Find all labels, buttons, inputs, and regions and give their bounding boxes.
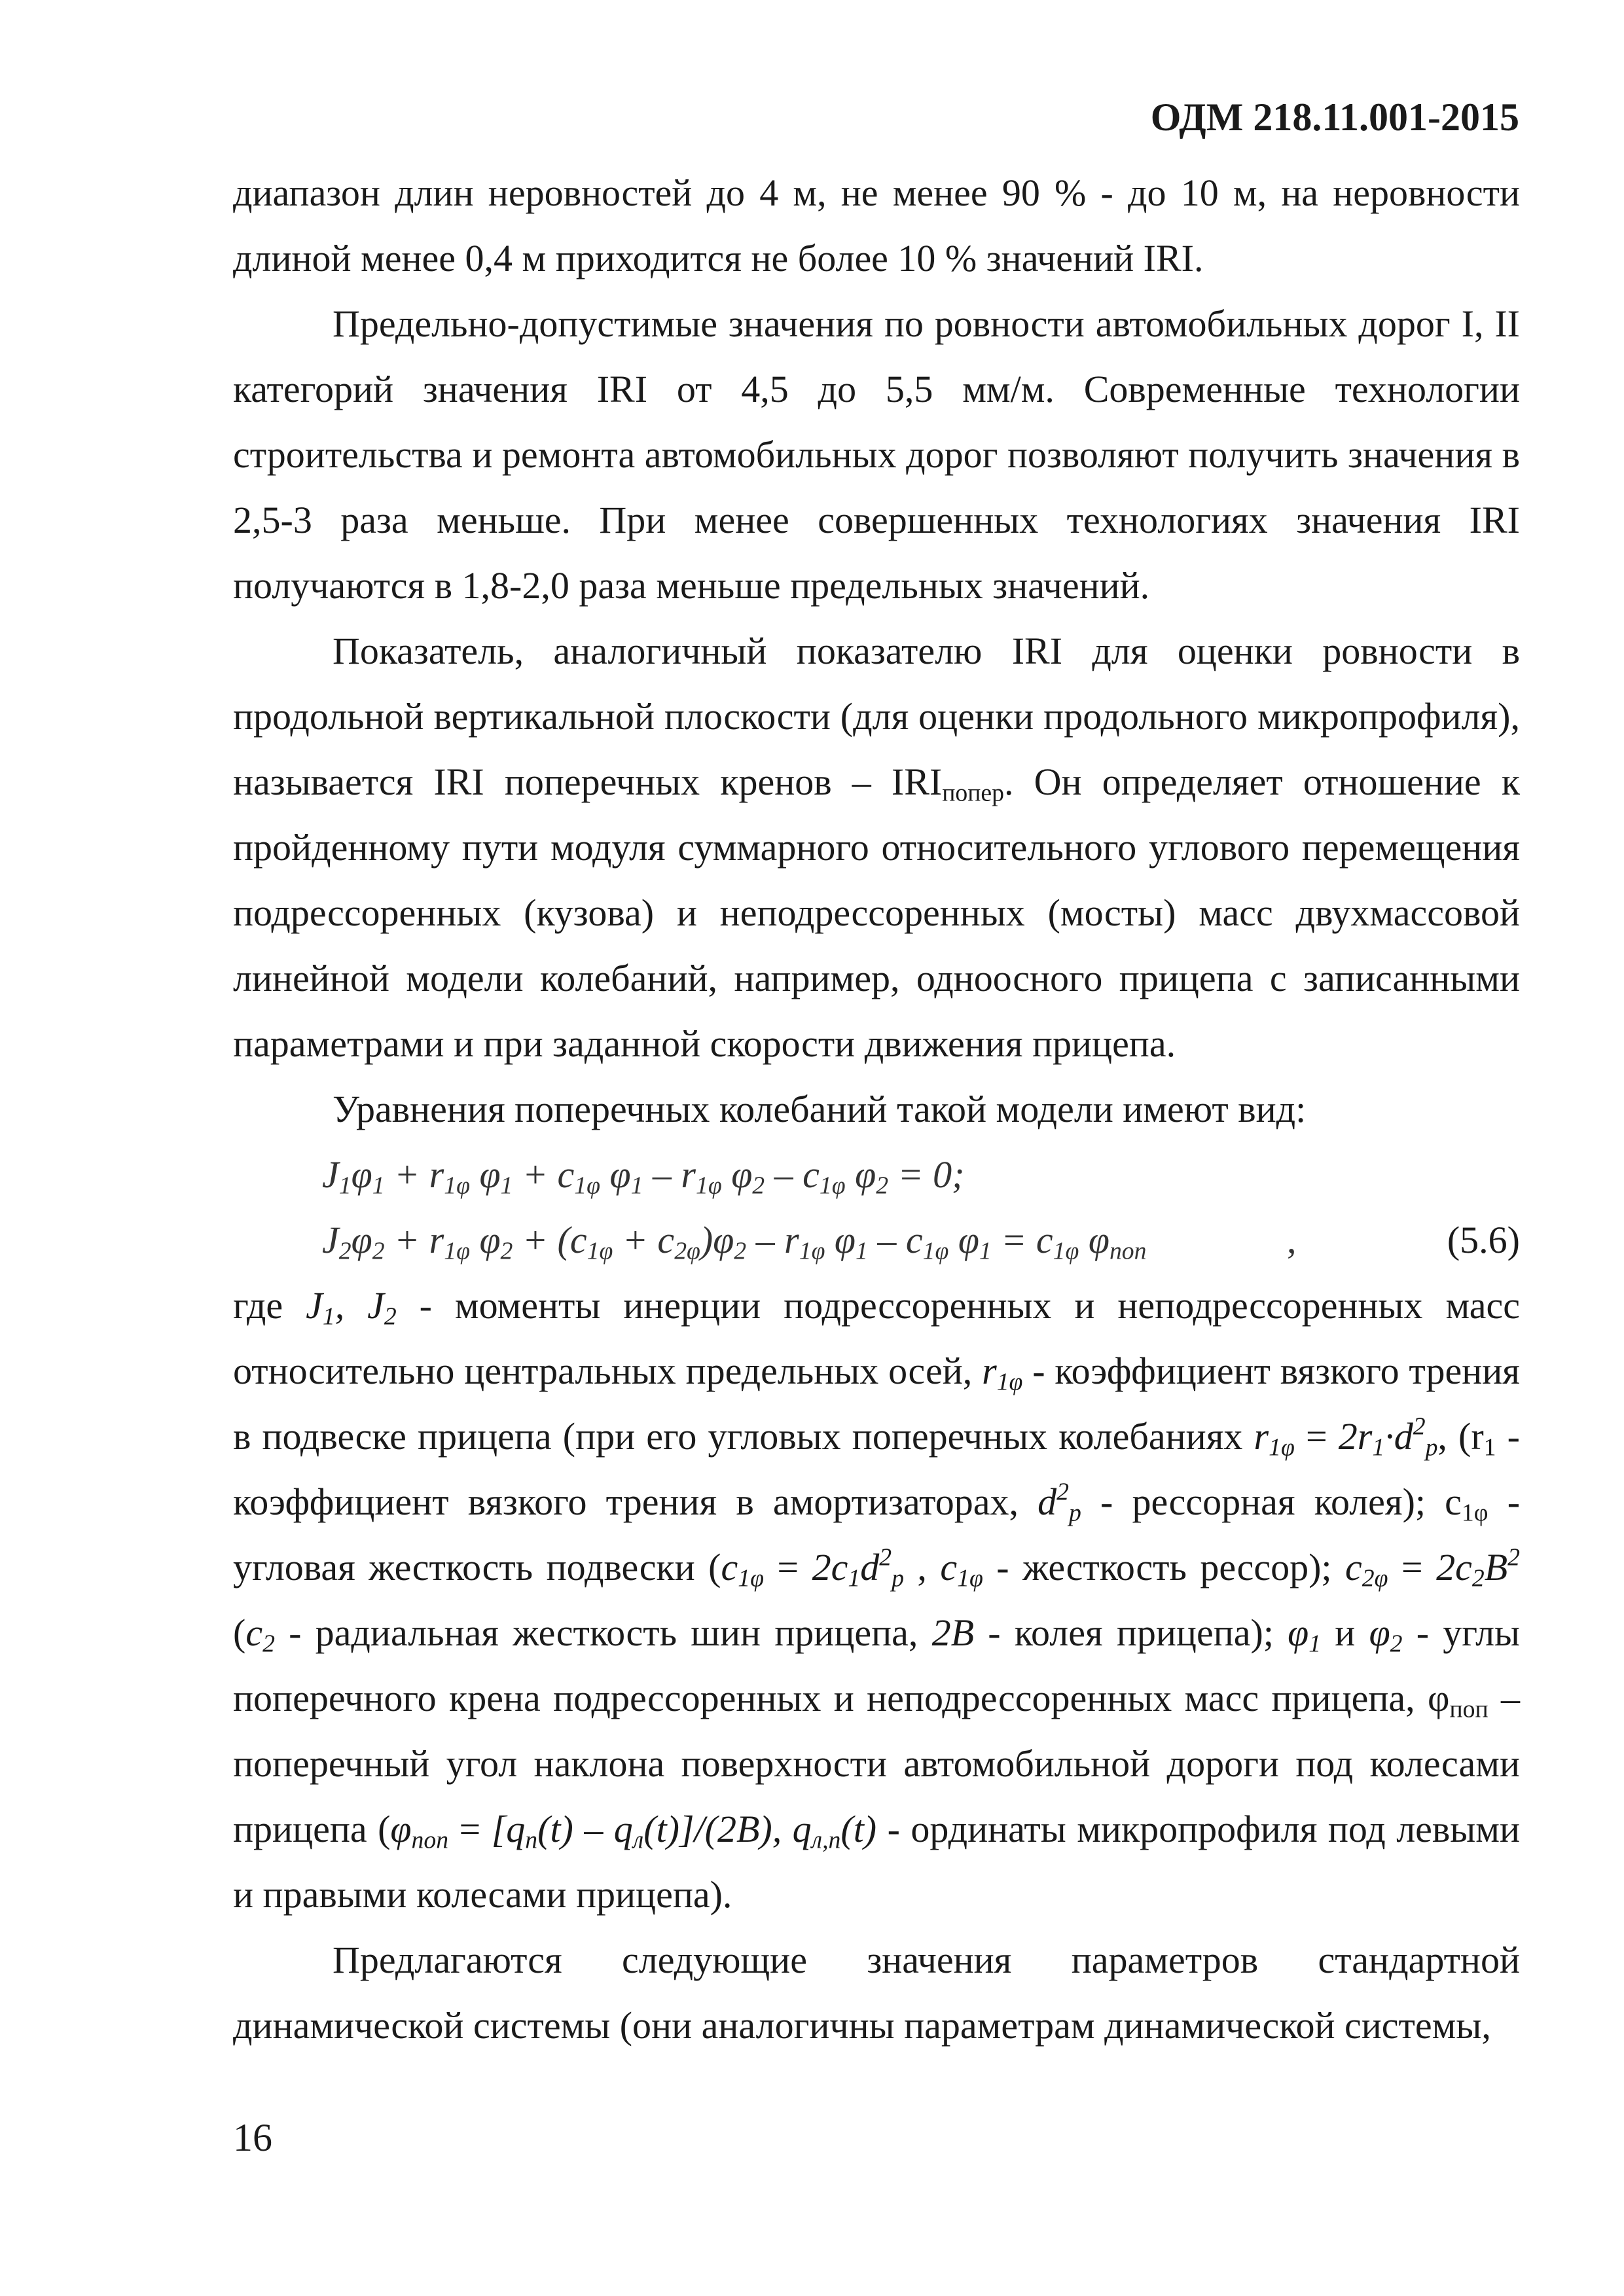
equation-number: (5.6) (1447, 1219, 1520, 1261)
iri-subscript: попер (942, 779, 1004, 807)
paragraph-1: диапазон длин неровностей до 4 м, не менее 90 % - до 10 м, на неровности длиной менее 0,4 м приходится не более 10 % значений IRI. (233, 171, 1520, 279)
page-number: 16 (233, 2116, 272, 2159)
paragraph-5: Предлагаются следующие значения параметров стандартной динамической системы (они аналогичны параметрам динамической системы, (233, 1939, 1520, 2047)
paragraph-3-text-b: . Он определяет отношение к пройденному пути модуля суммарного относительного углового перемещения подрессоренных (кузова) и неподрессоренных (мосты) масс двухмассовой линейной модели колебаний, например, одноосного прицепа с записанными параметрами и при заданной скорости движения прицепа. (233, 761, 1520, 1065)
paragraph-2: Предельно-допустимые значения по ровности автомобильных дорог I, II категорий значения IRI от 4,5 до 5,5 мм/м. Современные технологии строительства и ремонта автомобильных дорог позволяют получить значения в 2,5-3 раза меньше. При менее совершенных технологиях значения IRI получаются в 1,8-2,0 раза меньше предельных значений. (233, 302, 1520, 607)
paragraph-where: где $J_1$, $J_2$ - моменты инерции подрессоренных и неподрессоренных масс относительно центральных предельных осей, $r_{1\varphi}$ - коэффициент вязкого трения в подвеске прицепа (при его угловых поперечных колебаниях $r_{1\varphi} = 2r_1\cdot d^2_p$, ($r_1$ - коэффициент вязкого трения в амортизаторах, $d^2_p$ - рессорная колея); $c_{1\varphi}$ - угловая жесткость подвески ($c_{1\varphi} = 2c_1d^2_p$ , $c_{1\varphi}$ - жесткость рессор); $c_{2\varphi} = 2c_2B^2$ ($c_2$ - радиальная жесткость шин прицепа, 2B - колея прицепа); $\varphi_1$ и $\varphi_2$ - углы поперечного крена подрессоренных и неподрессоренных масс прицепа, $\varphi_{поп}$ – поперечный угол наклона поверхности автомобильной дороги под колесами прицепа ($\varphi_{поп} = [q_п(t) - q_л(t)]/(2B)$, $q_{л,п}(t)$ - ординаты микропрофиля под левыми и правыми колесами прицепа). (233, 1284, 1521, 1916)
equation-line-2: $J_2\varphi_2 + r_{1\varphi}$ $\varphi_2 + (c_{1\varphi} + c_{2\varphi})\varphi_2 - r_{1\varphi}$ $\varphi_1 - c_{1\varphi}$ $\varphi_1 = c_{1\varphi}$ $\varphi_{поп}$ , (5.6) (233, 1208, 1520, 1273)
paragraph-3 (233, 619, 1520, 1077)
equation-line-1: $J_1\varphi_1 + r_{1\varphi}$ $\varphi_1 + c_{1\varphi}$ $\varphi_1 - r_{1\varphi}$ $\varphi_2 - c_{1\varphi}$ $\varphi_2 = 0$; (322, 1153, 965, 1200)
document-code: ОДМ 218.11.001-2015 (1150, 96, 1519, 139)
paragraph-4: Уравнения поперечных колебаний такой модели имеют вид: (333, 1088, 1307, 1130)
page-body (233, 160, 1520, 2058)
paragraph-3-text-a: Показатель, аналогичный показателю IRI для оценки ровности в продольной вертикальной плоскости (для оценки продольного микропрофиля), называется IRI поперечных кренов – IRI (233, 630, 1520, 803)
